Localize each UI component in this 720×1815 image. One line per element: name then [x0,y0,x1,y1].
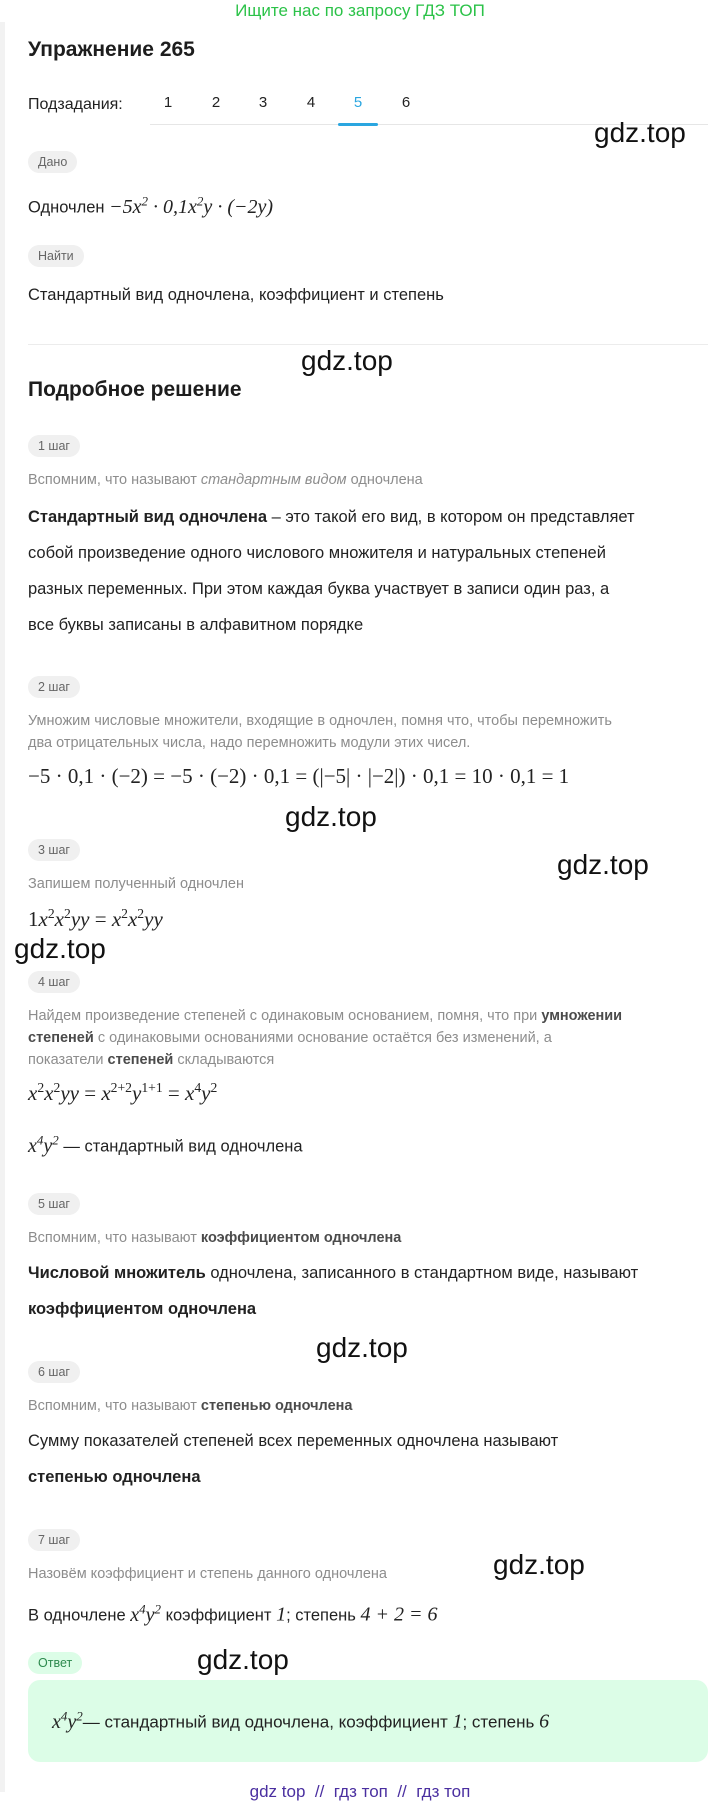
tab-subtask-5[interactable]: 5 [353,94,363,111]
step-1-line-1: Стандартный вид одночлена – это такой его вид, в котором он представляет [28,508,635,526]
step-6-hint: Вспомним, что называют степенью одночлена [28,1398,353,1414]
answer-chip: Ответ [28,1652,82,1674]
step-4-result: $x^4y^2$ — стандартный вид одночлена [28,1132,303,1157]
tab-subtask-3[interactable]: 3 [258,94,268,111]
given-formula: $-5x^2 \cdot 0,1x^2y \cdot (-2y)$ [109,193,274,218]
step-3-chip: 3 шаг [28,839,80,861]
watermark: gdz.top [557,849,649,880]
solution-heading: Подробное решение [28,378,242,401]
step-1-chip: 1 шаг [28,435,80,457]
step-1-line-3: разных переменных. При этом каждая буква участвует в записи один раз, а [28,580,610,598]
step-4-chip: 4 шаг [28,971,80,993]
step-4-formula: $x^2x^2yy = x^{2+2}y^{1+1} = x^4y^2$ [28,1080,218,1105]
step-5-line-1: Числовой множитель одночлена, записанного в стандартном виде, называют [28,1264,639,1282]
subtasks-bar [28,88,148,122]
step-6-chip: 6 шаг [28,1361,80,1383]
answer-text: $x^4y^2—$ стандартный вид одночлена, коэффициент 1; степень 6 [52,1708,550,1733]
step-1-hint: Вспомним, что называют стандартным видом одночлена [28,472,423,488]
step-3-hint: Запишем полученный одночлен [28,876,245,892]
step-5-line-2: коэффициентом одночлена [28,1300,257,1318]
step-7-chip: 7 шаг [28,1529,80,1551]
step-4-hint-1: Найдем произведение степеней с одинаковым основанием, помня, что при умножении [28,1008,623,1024]
tab-subtask-1[interactable]: 1 [163,94,173,111]
search-banner[interactable]: Ищите нас по запросу ГДЗ ТОП [235,1,485,20]
subtasks-label: Подзадания: [28,96,123,113]
step-5-chip: 5 шаг [28,1193,80,1215]
watermark: gdz.top [493,1549,585,1580]
step-2-chip: 2 шаг [28,676,80,698]
given-chip: Дано [28,151,77,173]
step-4-hint-2: степеней с одинаковыми основаниями основание остаётся без изменений, а [28,1030,552,1046]
find-text: Стандартный вид одночлена, коэффициент и степень [28,286,444,304]
given-text [28,183,708,226]
watermark: gdz.top [285,801,377,832]
watermark: gdz.top [594,117,686,148]
page-title: Упражнение 265 [28,38,195,61]
step-7-text: В одночлене $x^4y^2$ коэффициент 1; степень 4 + 2 = 6 [28,1601,438,1626]
step-2-hint-1: Умножим числовые множители, входящие в одночлен, помня что, чтобы перемножить [28,713,612,729]
step-2-hint-2: два отрицательных числа, надо перемножить модули этих чисел. [28,735,471,751]
find-chip: Найти [28,245,84,267]
watermark: gdz.top [301,345,393,376]
tab-subtask-4[interactable]: 4 [306,94,316,111]
step-1-line-4: все буквы записаны в алфавитном порядке [28,616,364,634]
watermark: gdz.top [14,933,106,964]
step-5-hint: Вспомним, что называют коэффициентом одночлена [28,1230,402,1246]
left-edge-rule [0,22,5,1792]
step-2-formula: −5 · 0,1 · (−2) = −5 · (−2) · 0,1 = (|−5| · |−2|) · 0,1 = 10 · 0,1 = 1 [28,764,570,788]
tab-subtask-2[interactable]: 2 [211,94,221,111]
footer-links[interactable]: gdz top // гдз топ // гдз топ [249,1782,471,1801]
step-7-hint: Назовём коэффициент и степень данного одночлена [28,1566,387,1582]
step-6-line-1: Сумму показателей степеней всех переменных одночлена называют [28,1432,559,1450]
watermark: gdz.top [316,1332,408,1363]
step-6-line-2: степенью одночлена [28,1468,201,1486]
tab-subtask-6[interactable]: 6 [401,94,411,111]
active-tab-indicator [338,123,378,126]
step-3-formula: $1x^2x^2yy = x^2x^2yy$ [28,906,163,931]
watermark: gdz.top [197,1644,289,1675]
step-1-line-2: собой произведение одного числового множителя и натуральных степеней [28,544,606,562]
given-prefix: Одночлен [28,198,105,217]
answer-box [28,1680,708,1762]
step-4-hint-3: показатели степеней складываются [28,1052,275,1068]
